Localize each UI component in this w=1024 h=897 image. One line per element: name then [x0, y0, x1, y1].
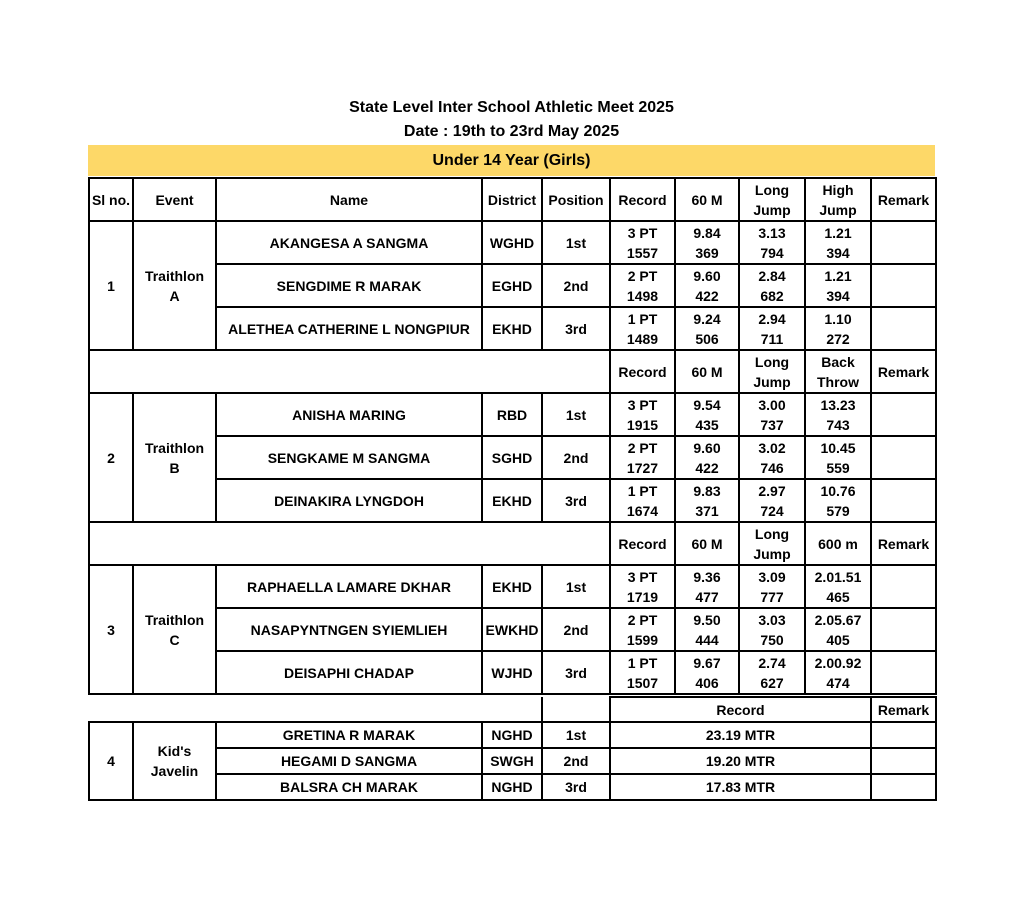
athlete-name: DEISAPHI CHADAP: [216, 651, 482, 694]
athlete-result-3: 1.21 394: [805, 264, 871, 307]
col-event-1: 60 M: [675, 178, 739, 221]
athlete-name: SENGDIME R MARAK: [216, 264, 482, 307]
athlete-district: EWKHD: [482, 608, 542, 651]
col-event-3: High Jump: [805, 178, 871, 221]
sub-col-remark: Remark: [871, 350, 936, 393]
javelin-col-remark: Remark: [871, 697, 936, 722]
sub-col-event-2: Long Jump: [739, 522, 805, 565]
athlete-district: SWGH: [482, 748, 542, 774]
athlete-district: WGHD: [482, 221, 542, 264]
sub-col-event-3: Back Throw: [805, 350, 871, 393]
meet-title: State Level Inter School Athletic Meet 2025: [349, 99, 674, 116]
athlete-result-2: 2.94 711: [739, 307, 805, 350]
athlete-name: BALSRA CH MARAK: [216, 774, 482, 800]
athlete-district: EKHD: [482, 307, 542, 350]
athlete-result-1: 9.54 435: [675, 393, 739, 436]
athlete-result-2: 2.84 682: [739, 264, 805, 307]
athlete-position: 1st: [542, 393, 610, 436]
athlete-result-3: 13.23 743: [805, 393, 871, 436]
sub-col-remark: Remark: [871, 522, 936, 565]
table-row: [89, 307, 936, 350]
athlete-record: 3 PT 1915: [610, 393, 675, 436]
javelin-header-row: [89, 697, 936, 722]
table-row: [89, 393, 936, 436]
athlete-record: 3 PT 1557: [610, 221, 675, 264]
athlete-result-3: 10.76 579: [805, 479, 871, 522]
sub-col-event-1: 60 M: [675, 522, 739, 565]
table-row: [89, 651, 936, 694]
sub-col-record: Record: [610, 350, 675, 393]
athlete-position: 3rd: [542, 479, 610, 522]
sub-col-event-3: 600 m: [805, 522, 871, 565]
athlete-result-1: 9.84 369: [675, 221, 739, 264]
table-row: [89, 774, 936, 800]
athlete-name: GRETINA R MARAK: [216, 722, 482, 748]
athlete-remark: [871, 393, 936, 436]
table-row: [89, 436, 936, 479]
athlete-position: 2nd: [542, 436, 610, 479]
category-banner: Under 14 Year (Girls): [88, 145, 935, 176]
group-sl: 2: [89, 393, 133, 522]
athlete-result-1: 9.60 422: [675, 436, 739, 479]
athlete-result-1: 9.67 406: [675, 651, 739, 694]
col-record: Record: [610, 178, 675, 221]
athlete-result-3: 10.45 559: [805, 436, 871, 479]
athlete-district: NGHD: [482, 774, 542, 800]
javelin-table: [88, 696, 937, 801]
athlete-name: AKANGESA A SANGMA: [216, 221, 482, 264]
athlete-name: DEINAKIRA LYNGDOH: [216, 479, 482, 522]
table-row: [89, 722, 936, 748]
athlete-remark: [871, 748, 936, 774]
athlete-record: 19.20 MTR: [610, 748, 871, 774]
col-name: Name: [216, 178, 482, 221]
table-row: [89, 608, 936, 651]
athlete-position: 1st: [542, 722, 610, 748]
athlete-position: 2nd: [542, 608, 610, 651]
sub-col-event-2: Long Jump: [739, 350, 805, 393]
col-event: Event: [133, 178, 216, 221]
athlete-remark: [871, 651, 936, 694]
athlete-record: 3 PT 1719: [610, 565, 675, 608]
athlete-remark: [871, 608, 936, 651]
athlete-record: 1 PT 1489: [610, 307, 675, 350]
athlete-result-1: 9.83 371: [675, 479, 739, 522]
header-row: [89, 178, 936, 221]
athlete-remark: [871, 264, 936, 307]
athlete-position: 3rd: [542, 651, 610, 694]
athlete-remark: [871, 722, 936, 748]
athlete-record: 2 PT 1727: [610, 436, 675, 479]
javelin-event: Kid's Javelin: [133, 722, 216, 800]
athlete-position: 2nd: [542, 264, 610, 307]
athlete-result-1: 9.36 477: [675, 565, 739, 608]
athlete-position: 3rd: [542, 307, 610, 350]
athlete-remark: [871, 479, 936, 522]
athlete-result-3: 1.10 272: [805, 307, 871, 350]
athlete-remark: [871, 307, 936, 350]
athlete-record: 2 PT 1599: [610, 608, 675, 651]
athlete-name: ALETHEA CATHERINE L NONGPIUR: [216, 307, 482, 350]
athlete-remark: [871, 221, 936, 264]
athlete-name: NASAPYNTNGEN SYIEMLIEH: [216, 608, 482, 651]
athlete-position: 2nd: [542, 748, 610, 774]
group-event: Traithlon B: [133, 393, 216, 522]
group-subheader-row: [89, 350, 936, 393]
col-district: District: [482, 178, 542, 221]
col-event-2: Long Jump: [739, 178, 805, 221]
athlete-result-2: 3.00 737: [739, 393, 805, 436]
athlete-district: RBD: [482, 393, 542, 436]
sub-col-record: Record: [610, 522, 675, 565]
athlete-result-3: 2.01.51 465: [805, 565, 871, 608]
group-event: Traithlon C: [133, 565, 216, 694]
athlete-name: HEGAMI D SANGMA: [216, 748, 482, 774]
col-remark: Remark: [871, 178, 936, 221]
athlete-remark: [871, 436, 936, 479]
col-position: Position: [542, 178, 610, 221]
group-event: Traithlon A: [133, 221, 216, 350]
athlete-district: EKHD: [482, 565, 542, 608]
athlete-record: 1 PT 1507: [610, 651, 675, 694]
athlete-district: EGHD: [482, 264, 542, 307]
group-subheader-row: [89, 522, 936, 565]
group-sl: 3: [89, 565, 133, 694]
meet-date: Date : 19th to 23rd May 2025: [403, 123, 620, 140]
document-header: [88, 96, 935, 144]
athlete-remark: [871, 565, 936, 608]
athlete-result-2: 2.97 724: [739, 479, 805, 522]
athlete-result-2: 3.03 750: [739, 608, 805, 651]
athlete-record: 1 PT 1674: [610, 479, 675, 522]
athlete-position: 1st: [542, 221, 610, 264]
athlete-name: ANISHA MARING: [216, 393, 482, 436]
athlete-name: RAPHAELLA LAMARE DKHAR: [216, 565, 482, 608]
athlete-result-3: 2.05.67 405: [805, 608, 871, 651]
athlete-result-1: 9.24 506: [675, 307, 739, 350]
table-row: [89, 565, 936, 608]
athlete-remark: [871, 774, 936, 800]
athlete-record: 17.83 MTR: [610, 774, 871, 800]
table-row: [89, 221, 936, 264]
table-row: [89, 264, 936, 307]
athlete-record: 23.19 MTR: [610, 722, 871, 748]
athlete-result-3: 2.00.92 474: [805, 651, 871, 694]
javelin-col-record: Record: [610, 697, 871, 722]
athlete-result-3: 1.21 394: [805, 221, 871, 264]
athlete-district: SGHD: [482, 436, 542, 479]
results-table: [88, 177, 937, 695]
athlete-district: NGHD: [482, 722, 542, 748]
athlete-record: 2 PT 1498: [610, 264, 675, 307]
javelin-sl: 4: [89, 722, 133, 800]
athlete-name: SENGKAME M SANGMA: [216, 436, 482, 479]
results-body: [89, 178, 936, 694]
athlete-result-1: 9.60 422: [675, 264, 739, 307]
group-sl: 1: [89, 221, 133, 350]
athlete-result-2: 3.13 794: [739, 221, 805, 264]
athlete-district: EKHD: [482, 479, 542, 522]
athlete-result-2: 3.02 746: [739, 436, 805, 479]
athlete-position: 1st: [542, 565, 610, 608]
col-sl: Sl no.: [89, 178, 133, 221]
table-row: [89, 748, 936, 774]
table-row: [89, 479, 936, 522]
athlete-result-2: 3.09 777: [739, 565, 805, 608]
athlete-position: 3rd: [542, 774, 610, 800]
athlete-district: WJHD: [482, 651, 542, 694]
athlete-result-2: 2.74 627: [739, 651, 805, 694]
athlete-result-1: 9.50 444: [675, 608, 739, 651]
sub-col-event-1: 60 M: [675, 350, 739, 393]
